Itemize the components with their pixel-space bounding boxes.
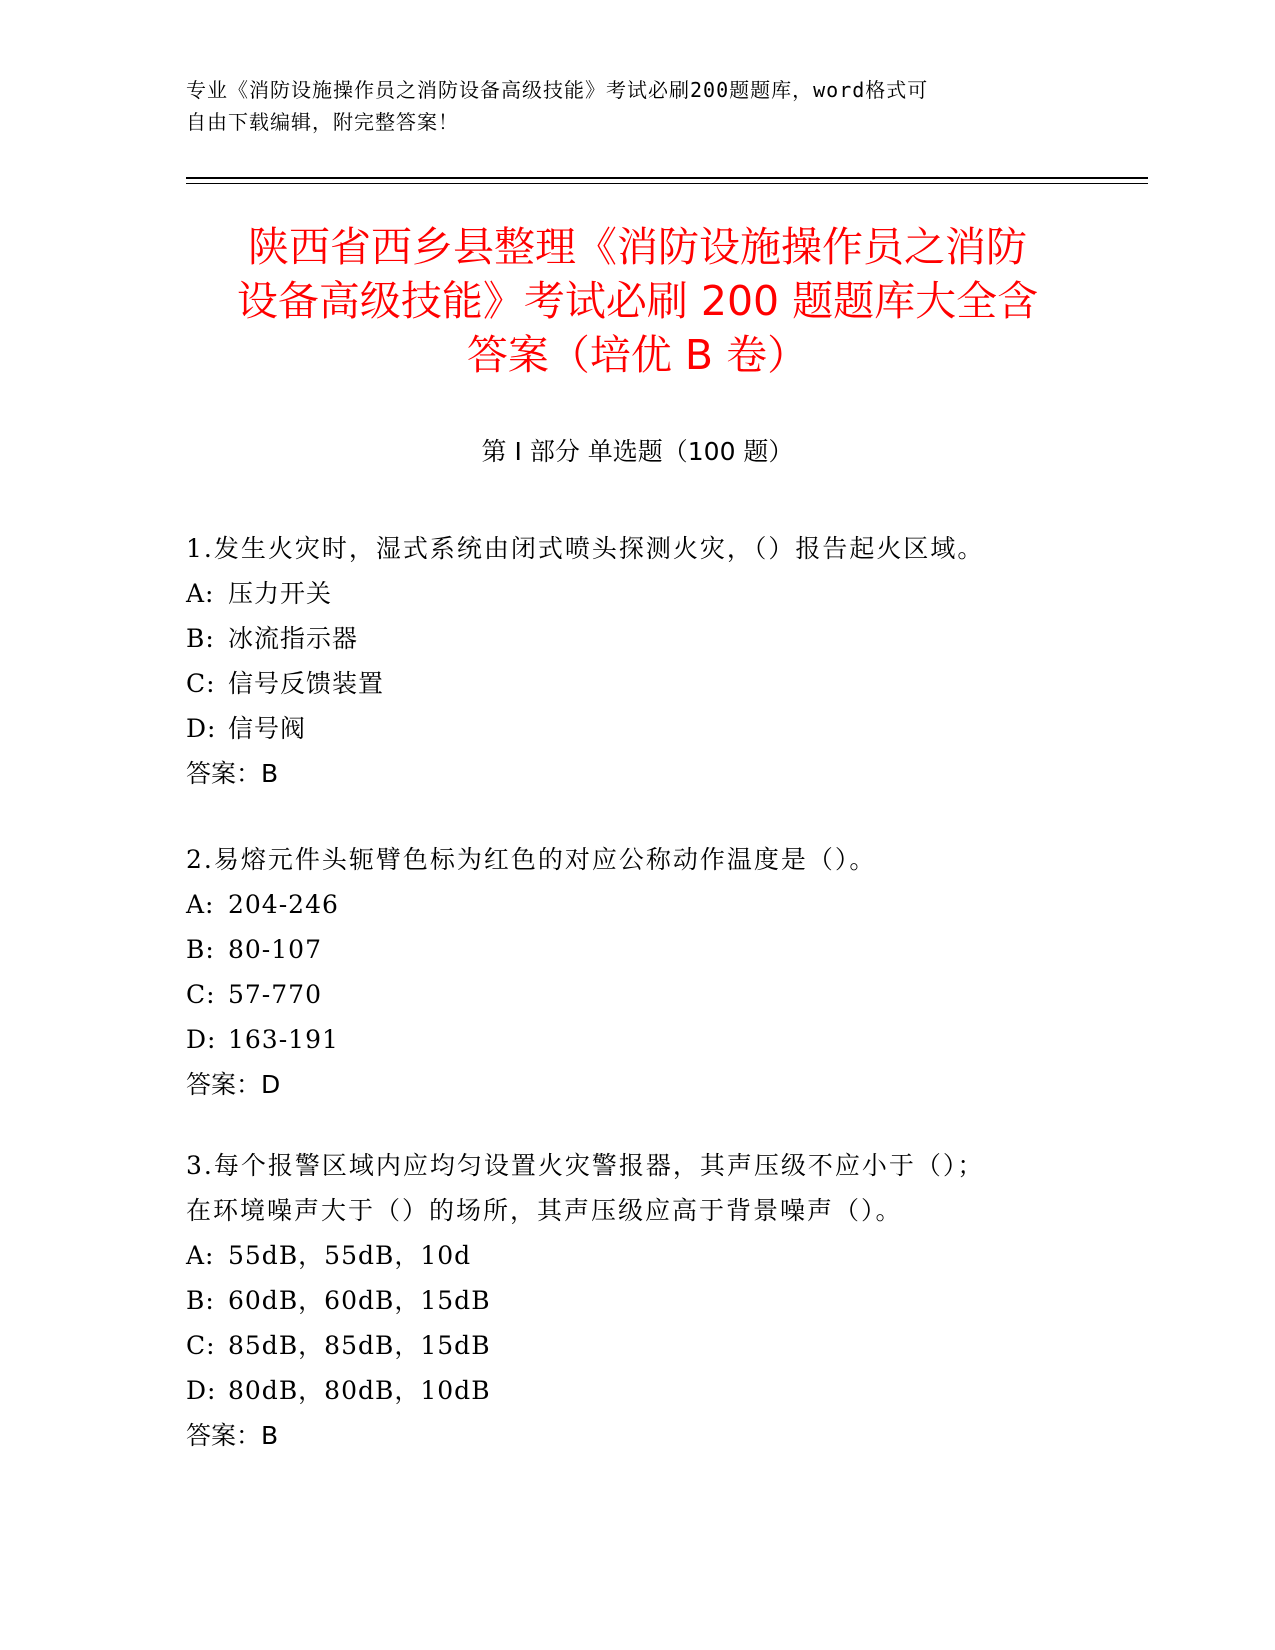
option-b: [186, 927, 1086, 972]
answer: 答案：B: [186, 759, 279, 788]
document-title: [150, 220, 1125, 382]
answer: 答案：B: [186, 1421, 279, 1450]
option-letter: A:: [186, 890, 215, 919]
answer: 答案：D: [186, 1070, 281, 1099]
option-text: 冰流指示器: [228, 624, 359, 653]
question-3: [186, 1143, 1086, 1458]
option-letter: B:: [186, 624, 215, 653]
option-text: 80-107: [228, 935, 322, 964]
option-b: [186, 616, 1086, 661]
option-text: 信号阀: [228, 714, 307, 743]
option-d: [186, 706, 1086, 751]
option-text: 60dB，60dB，15dB: [228, 1286, 491, 1315]
option-text: 压力开关: [228, 579, 333, 608]
option-letter: B:: [186, 1286, 215, 1315]
option-letter: C:: [186, 669, 216, 698]
question-stem: 2.易熔元件头轭臂色标为红色的对应公称动作温度是（）。: [186, 845, 877, 874]
option-d: [186, 1368, 1086, 1413]
option-letter: A:: [186, 1241, 215, 1270]
question-stem: 3.每个报警区域内应均匀设置火灾警报器，其声压级不应小于（）；: [186, 1151, 985, 1180]
option-c: [186, 1323, 1086, 1368]
option-text: 55dB，55dB，10d: [228, 1241, 472, 1270]
option-text: 57-770: [228, 980, 322, 1009]
question-2: [186, 837, 1086, 1107]
document-title-line-2: 设备高级技能》考试必刷 200 题题库大全含: [236, 277, 1039, 325]
option-text: 信号反馈装置: [228, 669, 385, 698]
option-letter: D:: [186, 1376, 217, 1405]
option-a: [186, 1233, 1086, 1278]
option-c: [186, 972, 1086, 1017]
option-text: 85dB，85dB，15dB: [228, 1331, 491, 1360]
option-b: [186, 1278, 1086, 1323]
document-title-line-1: 陕西省西乡县整理《消防设施操作员之消防: [248, 223, 1027, 271]
header-note: [186, 74, 1066, 138]
option-letter: A:: [186, 579, 215, 608]
option-letter: D:: [186, 714, 217, 743]
header-note-line-2: 自由下载编辑，附完整答案！: [186, 110, 459, 134]
option-letter: B:: [186, 935, 215, 964]
header-divider-thick: [186, 177, 1148, 179]
option-text: 163-191: [228, 1025, 339, 1054]
section-heading: 第 I 部分 单选题（100 题）: [481, 437, 794, 466]
question-stem: 1.发生火灾时，湿式系统由闭式喷头探测火灾，（）报告起火区域。: [186, 534, 985, 563]
option-letter: C:: [186, 980, 216, 1009]
header-divider-thin: [186, 183, 1148, 184]
document-title-line-3: 答案（培优 B 卷）: [466, 331, 809, 379]
option-text: 204-246: [228, 890, 339, 919]
option-letter: D:: [186, 1025, 217, 1054]
header-note-line-1: 专业《消防设施操作员之消防设备高级技能》考试必刷200题题库，word格式可: [186, 78, 929, 102]
option-letter: C:: [186, 1331, 216, 1360]
option-c: [186, 661, 1086, 706]
option-a: [186, 571, 1086, 616]
option-a: [186, 882, 1086, 927]
question-stem-continued: 在环境噪声大于（）的场所，其声压级应高于背景噪声（）。: [186, 1196, 903, 1225]
option-d: [186, 1017, 1086, 1062]
question-1: [186, 526, 1086, 796]
option-text: 80dB，80dB，10dB: [228, 1376, 491, 1405]
